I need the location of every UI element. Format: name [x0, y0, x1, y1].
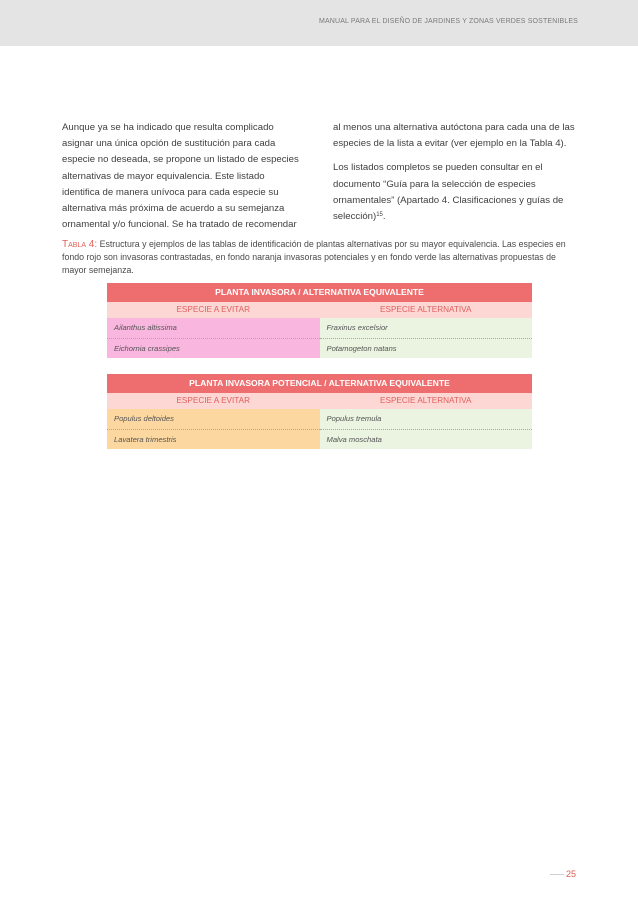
caption-label: Tabla 4:	[62, 239, 98, 250]
table-caption	[62, 238, 578, 278]
body-paragraph: Aunque ya se ha indicado que resulta complicado asignar una única opción de sustitución para cada especie no deseada, se propone un listado de especies alternativas de mayor equivalencia. Este listado identifica de manera unívoca para cada especie su alternativa más próxima de acuerdo a su semejanza ornamental y/o funcional. Se ha tratado de recomendar	[62, 122, 299, 231]
page-number-rule	[550, 874, 564, 875]
table-title: PLANTA INVASORA POTENCIAL / ALTERNATIVA EQUIVALENTE	[107, 374, 532, 393]
body-paragraph	[333, 160, 578, 225]
alternative-species: Populus tremula	[320, 409, 533, 429]
species-to-avoid: Populus deltoides	[107, 409, 320, 429]
column-header-avoid: ESPECIE A EVITAR	[107, 302, 320, 318]
table-row	[107, 318, 532, 338]
alternative-species: Malva moschata	[320, 429, 533, 449]
footnote-marker: 15	[376, 212, 383, 219]
body-paragraph: al menos una alternativa autóctona para cada una de las especies de la lista a evitar (ver ejemplo en la Tabla 4).	[333, 122, 575, 150]
caption-text: Estructura y ejemplos de las tablas de identificación de plantas alternativas por su mayor equivalencia. Las especies en fondo rojo son invasoras contrastadas, en fondo naranja invasoras potenciales y en fondo verde las alternativas propuestas de mayor semejanza.	[62, 239, 566, 276]
alternative-species: Fraxinus excelsior	[320, 318, 533, 338]
alternative-species: Potamogeton natans	[320, 338, 533, 358]
species-to-avoid: Ailanthus altissima	[107, 318, 320, 338]
table-row	[107, 409, 532, 429]
table-row	[107, 338, 532, 358]
table-header-row	[107, 393, 532, 409]
page-number-text: 25	[565, 869, 576, 879]
table-row	[107, 429, 532, 449]
page-number	[550, 869, 576, 879]
equivalence-table-potential	[107, 374, 532, 449]
body-column-left	[62, 120, 302, 233]
equivalence-table-invasive	[107, 283, 532, 358]
paragraph-end: .	[382, 211, 386, 223]
running-header: MANUAL PARA EL DISEÑO DE JARDINES Y ZONAS VERDES SOSTENIBLES	[319, 18, 578, 25]
body-column-right	[333, 120, 578, 225]
species-to-avoid: Lavatera trimestris	[107, 429, 320, 449]
table-header-row	[107, 302, 532, 318]
table-title: PLANTA INVASORA / ALTERNATIVA EQUIVALENTE	[107, 283, 532, 302]
column-header-alternative: ESPECIE ALTERNATIVA	[320, 302, 533, 318]
species-to-avoid: Eichornia crassipes	[107, 338, 320, 358]
paragraph-text: Los listados completos se pueden consultar en el documento “Guía para la selección de especies ornamentales” (Apartado 4. Clasificaciones y guías de selección)	[333, 162, 564, 223]
column-header-alternative: ESPECIE ALTERNATIVA	[320, 393, 533, 409]
header-band	[0, 0, 638, 46]
column-header-avoid: ESPECIE A EVITAR	[107, 393, 320, 409]
